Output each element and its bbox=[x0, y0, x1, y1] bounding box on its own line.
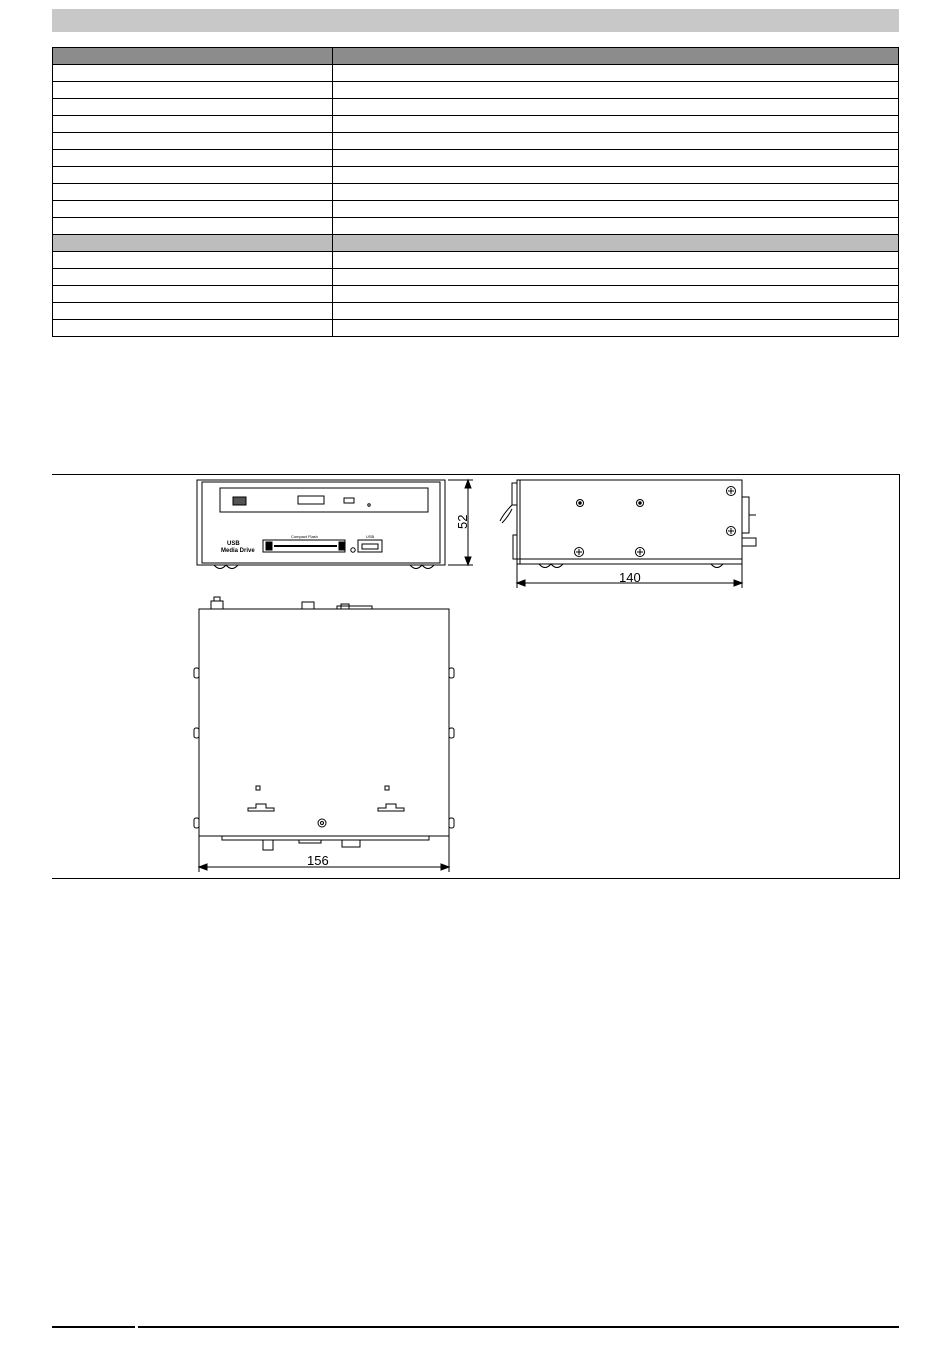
table-cell-label bbox=[53, 167, 333, 184]
table-cell-value bbox=[333, 48, 899, 65]
device-label-media-drive: Media Drive bbox=[221, 548, 255, 554]
height-dimension-label: 52 bbox=[455, 514, 470, 529]
table-cell-label bbox=[53, 99, 333, 116]
table-cell-label bbox=[53, 269, 333, 286]
table-cell-label bbox=[53, 82, 333, 99]
table-row bbox=[53, 184, 899, 201]
table-row bbox=[53, 133, 899, 150]
device-label-usb: USB bbox=[227, 541, 240, 547]
table-cell-value bbox=[333, 218, 899, 235]
table-cell-label bbox=[53, 65, 333, 82]
table-cell-label bbox=[53, 133, 333, 150]
dimension-drawing bbox=[52, 475, 899, 878]
table-section-header bbox=[53, 48, 899, 65]
table-cell-value bbox=[333, 269, 899, 286]
table-row bbox=[53, 150, 899, 167]
table-row bbox=[53, 167, 899, 184]
table-cell-value bbox=[333, 286, 899, 303]
table-row bbox=[53, 99, 899, 116]
table-row bbox=[53, 303, 899, 320]
table-cell-value bbox=[333, 201, 899, 218]
table-cell-label bbox=[53, 150, 333, 167]
table-row bbox=[53, 201, 899, 218]
table-cell-label bbox=[53, 184, 333, 201]
table-cell-label bbox=[53, 116, 333, 133]
table-row bbox=[53, 286, 899, 303]
table-cell-value bbox=[333, 99, 899, 116]
table-cell-value bbox=[333, 303, 899, 320]
table-row bbox=[53, 320, 899, 337]
table-cell-value bbox=[333, 150, 899, 167]
footer-rule-left bbox=[52, 1326, 135, 1328]
table-row bbox=[53, 82, 899, 99]
table-cell-value bbox=[333, 65, 899, 82]
table-cell-label bbox=[53, 218, 333, 235]
table-cell-value bbox=[333, 235, 899, 252]
spec-table bbox=[52, 47, 899, 337]
table-cell-label bbox=[53, 252, 333, 269]
table-cell-value bbox=[333, 133, 899, 150]
table-row bbox=[53, 65, 899, 82]
section-title-bar bbox=[52, 9, 899, 32]
depth-dimension-label: 140 bbox=[619, 570, 641, 585]
table-cell-value bbox=[333, 167, 899, 184]
top-view bbox=[194, 597, 454, 872]
dimension-drawing-figure bbox=[52, 474, 900, 879]
table-cell-label bbox=[53, 286, 333, 303]
table-cell-label bbox=[53, 303, 333, 320]
table-row bbox=[53, 116, 899, 133]
footer-rule-right bbox=[138, 1326, 899, 1328]
table-row bbox=[53, 252, 899, 269]
table-row bbox=[53, 218, 899, 235]
table-cell-label bbox=[53, 48, 333, 65]
table-section-header bbox=[53, 235, 899, 252]
table-cell-value bbox=[333, 116, 899, 133]
compactflash-slot-label: Compact Flash bbox=[291, 534, 318, 539]
table-cell-value bbox=[333, 320, 899, 337]
table-cell-value bbox=[333, 252, 899, 269]
table-cell-label bbox=[53, 320, 333, 337]
table-cell-label bbox=[53, 201, 333, 218]
table-cell-value bbox=[333, 184, 899, 201]
usb-slot-label: USB bbox=[366, 534, 375, 539]
table-cell-value bbox=[333, 82, 899, 99]
width-dimension-label: 156 bbox=[307, 853, 329, 868]
front-view bbox=[197, 480, 473, 569]
table-cell-label bbox=[53, 235, 333, 252]
table-row bbox=[53, 269, 899, 286]
